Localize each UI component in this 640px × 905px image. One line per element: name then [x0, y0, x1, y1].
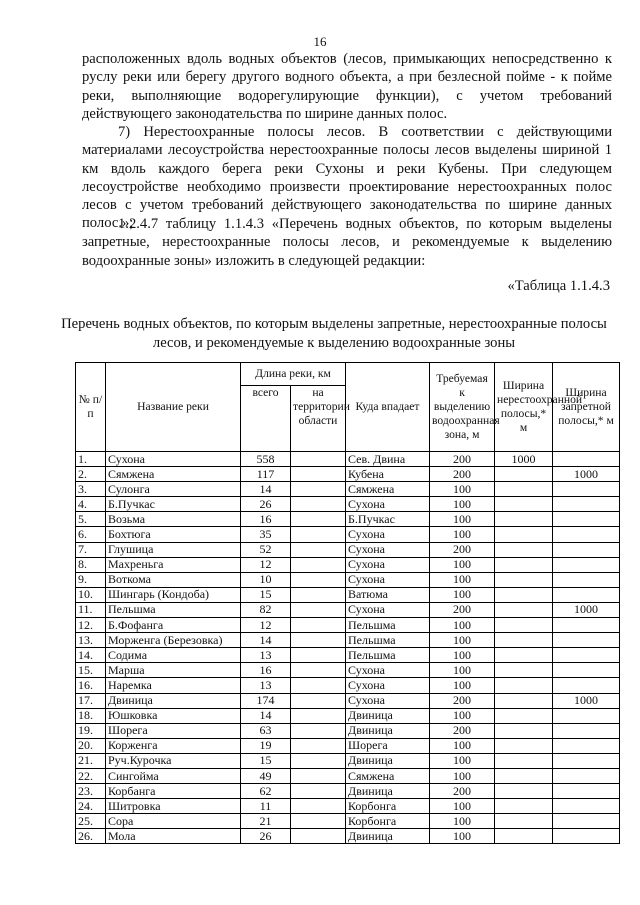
river-name: Корбанга: [106, 784, 241, 799]
table-row: [76, 799, 620, 814]
table-row: [76, 602, 620, 617]
spawn-strip-width: [495, 708, 553, 723]
length-total: 15: [241, 587, 291, 602]
table-row: [76, 708, 620, 723]
length-total: 14: [241, 633, 291, 648]
water-zone-width: 200: [430, 784, 495, 799]
forbidden-strip-width: [553, 512, 620, 527]
spawn-strip-width: [495, 768, 553, 783]
spawn-strip-width: [495, 814, 553, 829]
water-zone-width: 200: [430, 602, 495, 617]
length-region: [291, 814, 346, 829]
forbidden-strip-width: [553, 708, 620, 723]
river-name: Б.Фофанга: [106, 618, 241, 633]
river-name: Морженга (Березовка): [106, 633, 241, 648]
forbidden-strip-width: [553, 814, 620, 829]
row-number: 17.: [76, 693, 106, 708]
spawn-strip-width: [495, 799, 553, 814]
spawn-strip-width: [495, 753, 553, 768]
row-number: 15.: [76, 663, 106, 678]
length-total: 82: [241, 602, 291, 617]
length-total: 12: [241, 557, 291, 572]
river-name: Сингойма: [106, 768, 241, 783]
table-row: [76, 467, 620, 482]
forbidden-strip-width: [553, 527, 620, 542]
length-region: [291, 542, 346, 557]
forbidden-strip-width: [553, 633, 620, 648]
forbidden-strip-width: [553, 784, 620, 799]
length-total: 16: [241, 512, 291, 527]
length-total: 10: [241, 572, 291, 587]
row-number: 11.: [76, 602, 106, 617]
table-row: [76, 648, 620, 663]
row-number: 20.: [76, 738, 106, 753]
spawn-strip-width: [495, 693, 553, 708]
water-zone-width: 100: [430, 557, 495, 572]
page-number: 16: [313, 34, 327, 49]
river-name: Марша: [106, 663, 241, 678]
row-number: 3.: [76, 482, 106, 497]
table-row: [76, 497, 620, 512]
row-number: 22.: [76, 768, 106, 783]
mouth-river: Корбонга: [346, 799, 430, 814]
spawn-strip-width: [495, 467, 553, 482]
length-total: 26: [241, 829, 291, 844]
header-water-zone: Требуемая к выделению водоохранная зона, м: [430, 363, 495, 452]
spawn-strip-width: [495, 723, 553, 738]
paragraph-continuation: расположенных вдоль водных объектов (лесов, примыкающих непосредственно к руслу реки или берегу другого водного объекта, а при безлесной пойме - к пойме реки, выполняющие водорегулирующие функции), с учетом требований действующего законодательства по ширине данных полос.: [82, 51, 612, 122]
water-zone-width: 200: [430, 467, 495, 482]
forbidden-strip-width: [553, 572, 620, 587]
mouth-river: Двиница: [346, 708, 430, 723]
table-row: [76, 663, 620, 678]
river-name: Наремка: [106, 678, 241, 693]
header-num: № п/п: [76, 363, 106, 452]
length-region: [291, 467, 346, 482]
table-row: [76, 452, 620, 467]
mouth-river: Корбонга: [346, 814, 430, 829]
length-region: [291, 587, 346, 602]
water-zone-width: 100: [430, 572, 495, 587]
river-name: Сямжена: [106, 467, 241, 482]
row-number: 10.: [76, 587, 106, 602]
mouth-river: Сухона: [346, 663, 430, 678]
table-title: Перечень водных объектов, по которым выделены запретные, нерестоохранные полосы лесов, и рекомендуемые к выделению водоохранные зоны: [61, 316, 607, 351]
mouth-river: Сухона: [346, 497, 430, 512]
length-region: [291, 618, 346, 633]
length-region: [291, 497, 346, 512]
forbidden-strip-width: [553, 723, 620, 738]
mouth-river: Пельшма: [346, 633, 430, 648]
row-number: 25.: [76, 814, 106, 829]
table-row: [76, 738, 620, 753]
water-zone-width: 100: [430, 527, 495, 542]
river-name: Двиница: [106, 693, 241, 708]
river-name: Корженга: [106, 738, 241, 753]
paragraph-spawning-strips: 7) Нерестоохранные полосы лесов. В соответствии с действующими материалами лесоустройства нерестоохранные полосы лесов выделены шириной 1 км вдоль каждого берега реки Сухоны и реки Кубены. При следующем лесоустройстве необходимо произвести проектирование нерестоохранных полос лесов с учетом требований действующего законодательства по ширине данных полос.»;: [82, 124, 612, 232]
mouth-river: Пельшма: [346, 648, 430, 663]
row-number: 4.: [76, 497, 106, 512]
row-number: 14.: [76, 648, 106, 663]
river-name: Глушица: [106, 542, 241, 557]
length-region: [291, 784, 346, 799]
table-row: [76, 768, 620, 783]
row-number: 9.: [76, 572, 106, 587]
table-reference: «Таблица 1.1.4.3: [507, 278, 610, 294]
row-number: 2.: [76, 467, 106, 482]
mouth-river: Сухона: [346, 557, 430, 572]
mouth-river: Двиница: [346, 753, 430, 768]
river-name: Шингарь (Кондоба): [106, 587, 241, 602]
spawn-strip-width: 1000: [495, 452, 553, 467]
table-row: [76, 753, 620, 768]
forbidden-strip-width: [553, 768, 620, 783]
table-row: [76, 557, 620, 572]
table-row: [76, 814, 620, 829]
forbidden-strip-width: [553, 738, 620, 753]
water-zone-width: 200: [430, 723, 495, 738]
mouth-river: Сямжена: [346, 482, 430, 497]
header-total: всего: [241, 386, 291, 452]
row-number: 13.: [76, 633, 106, 648]
forbidden-strip-width: [553, 663, 620, 678]
length-region: [291, 753, 346, 768]
length-total: 15: [241, 753, 291, 768]
river-name: Сора: [106, 814, 241, 829]
forbidden-strip-width: [553, 799, 620, 814]
row-number: 12.: [76, 618, 106, 633]
row-number: 23.: [76, 784, 106, 799]
spawn-strip-width: [495, 678, 553, 693]
water-zone-width: 100: [430, 753, 495, 768]
water-zone-width: 100: [430, 829, 495, 844]
river-name: Махреньга: [106, 557, 241, 572]
forbidden-strip-width: 1000: [553, 693, 620, 708]
length-total: 35: [241, 527, 291, 542]
paragraph-table-amendment: 1.2.4.7 таблицу 1.1.4.3 «Перечень водных объектов, по которым выделены запретные, нерестоохранные полосы лесов, и рекомендуемые к выделению водоохранные зоны» изложить в следующей редакции:: [82, 216, 612, 269]
river-name: Сухона: [106, 452, 241, 467]
mouth-river: Сухона: [346, 693, 430, 708]
spawn-strip-width: [495, 829, 553, 844]
river-name: Сулонга: [106, 482, 241, 497]
length-total: 21: [241, 814, 291, 829]
spawn-strip-width: [495, 482, 553, 497]
table-row: [76, 829, 620, 844]
water-zone-width: 200: [430, 452, 495, 467]
spawn-strip-width: [495, 587, 553, 602]
header-forbidden: Ширина запретной полосы,* м: [553, 363, 620, 452]
table-row: [76, 512, 620, 527]
water-zone-width: 100: [430, 618, 495, 633]
length-region: [291, 799, 346, 814]
spawn-strip-width: [495, 512, 553, 527]
forbidden-strip-width: [553, 542, 620, 557]
forbidden-strip-width: [553, 648, 620, 663]
mouth-river: Сухона: [346, 527, 430, 542]
mouth-river: Сев. Двина: [346, 452, 430, 467]
length-total: 26: [241, 497, 291, 512]
forbidden-strip-width: [553, 678, 620, 693]
spawn-strip-width: [495, 648, 553, 663]
length-region: [291, 723, 346, 738]
forbidden-strip-width: 1000: [553, 602, 620, 617]
length-region: [291, 452, 346, 467]
water-zone-width: 200: [430, 542, 495, 557]
mouth-river: Сухона: [346, 542, 430, 557]
table-row: [76, 678, 620, 693]
water-zone-width: 100: [430, 482, 495, 497]
row-number: 24.: [76, 799, 106, 814]
length-region: [291, 648, 346, 663]
water-zone-width: 100: [430, 708, 495, 723]
forbidden-strip-width: [553, 557, 620, 572]
table-row: [76, 542, 620, 557]
water-zone-width: 100: [430, 497, 495, 512]
river-name: Бохтюга: [106, 527, 241, 542]
mouth-river: Ватюма: [346, 587, 430, 602]
water-zone-width: 100: [430, 738, 495, 753]
mouth-river: Сухона: [346, 572, 430, 587]
river-name: Возьма: [106, 512, 241, 527]
forbidden-strip-width: [553, 587, 620, 602]
length-total: 16: [241, 663, 291, 678]
length-total: 174: [241, 693, 291, 708]
length-region: [291, 738, 346, 753]
header-name: Название реки: [106, 363, 241, 452]
table-row: [76, 527, 620, 542]
spawn-strip-width: [495, 738, 553, 753]
spawn-strip-width: [495, 784, 553, 799]
header-region: на территории области: [291, 386, 346, 452]
water-zone-width: 100: [430, 633, 495, 648]
length-region: [291, 512, 346, 527]
length-region: [291, 693, 346, 708]
row-number: 18.: [76, 708, 106, 723]
mouth-river: Шорега: [346, 738, 430, 753]
row-number: 16.: [76, 678, 106, 693]
length-total: 558: [241, 452, 291, 467]
row-number: 6.: [76, 527, 106, 542]
table-row: [76, 784, 620, 799]
spawn-strip-width: [495, 572, 553, 587]
spawn-strip-width: [495, 633, 553, 648]
length-total: 13: [241, 648, 291, 663]
table-row: [76, 587, 620, 602]
spawn-strip-width: [495, 618, 553, 633]
river-name: Воткома: [106, 572, 241, 587]
length-region: [291, 527, 346, 542]
river-name: Руч.Курочка: [106, 753, 241, 768]
length-region: [291, 557, 346, 572]
length-region: [291, 663, 346, 678]
table-body: [76, 452, 620, 844]
length-total: 12: [241, 618, 291, 633]
header-mouth: Куда впадает: [346, 363, 430, 452]
rivers-table: [75, 362, 620, 844]
row-number: 7.: [76, 542, 106, 557]
table-row: [76, 693, 620, 708]
spawn-strip-width: [495, 557, 553, 572]
spawn-strip-width: [495, 542, 553, 557]
forbidden-strip-width: [553, 618, 620, 633]
table-row: [76, 572, 620, 587]
length-total: 63: [241, 723, 291, 738]
header-spawn: Ширина нерестоохранной полосы,* м: [495, 363, 553, 452]
mouth-river: Пельшма: [346, 618, 430, 633]
length-total: 49: [241, 768, 291, 783]
length-region: [291, 768, 346, 783]
water-zone-width: 100: [430, 663, 495, 678]
row-number: 21.: [76, 753, 106, 768]
water-zone-width: 100: [430, 512, 495, 527]
river-name: Шитровка: [106, 799, 241, 814]
water-zone-width: 200: [430, 693, 495, 708]
river-name: Содима: [106, 648, 241, 663]
river-name: Юшковка: [106, 708, 241, 723]
length-region: [291, 633, 346, 648]
length-total: 62: [241, 784, 291, 799]
water-zone-width: 100: [430, 678, 495, 693]
length-region: [291, 708, 346, 723]
mouth-river: Двиница: [346, 723, 430, 738]
forbidden-strip-width: [553, 829, 620, 844]
length-total: 52: [241, 542, 291, 557]
length-total: 13: [241, 678, 291, 693]
river-name: Мола: [106, 829, 241, 844]
length-total: 117: [241, 467, 291, 482]
water-zone-width: 100: [430, 814, 495, 829]
forbidden-strip-width: 1000: [553, 467, 620, 482]
table-row: [76, 723, 620, 738]
header-length: Длина реки, км: [241, 363, 346, 386]
length-total: 11: [241, 799, 291, 814]
table-row: [76, 618, 620, 633]
length-region: [291, 482, 346, 497]
row-number: 8.: [76, 557, 106, 572]
length-total: 14: [241, 708, 291, 723]
spawn-strip-width: [495, 602, 553, 617]
mouth-river: Кубена: [346, 467, 430, 482]
mouth-river: Двиница: [346, 784, 430, 799]
river-name: Пельшма: [106, 602, 241, 617]
spawn-strip-width: [495, 497, 553, 512]
spawn-strip-width: [495, 663, 553, 678]
forbidden-strip-width: [553, 497, 620, 512]
water-zone-width: 100: [430, 799, 495, 814]
river-name: Б.Пучкас: [106, 497, 241, 512]
length-region: [291, 602, 346, 617]
forbidden-strip-width: [553, 452, 620, 467]
mouth-river: Двиница: [346, 829, 430, 844]
length-region: [291, 678, 346, 693]
mouth-river: Б.Пучкас: [346, 512, 430, 527]
river-name: Шорега: [106, 723, 241, 738]
length-region: [291, 829, 346, 844]
row-number: 26.: [76, 829, 106, 844]
length-total: 19: [241, 738, 291, 753]
water-zone-width: 100: [430, 768, 495, 783]
mouth-river: Сухона: [346, 602, 430, 617]
mouth-river: Сухона: [346, 678, 430, 693]
water-zone-width: 100: [430, 587, 495, 602]
forbidden-strip-width: [553, 753, 620, 768]
row-number: 5.: [76, 512, 106, 527]
table-row: [76, 633, 620, 648]
row-number: 19.: [76, 723, 106, 738]
water-zone-width: 100: [430, 648, 495, 663]
length-region: [291, 572, 346, 587]
forbidden-strip-width: [553, 482, 620, 497]
spawn-strip-width: [495, 527, 553, 542]
table-row: [76, 482, 620, 497]
mouth-river: Сямжена: [346, 768, 430, 783]
length-total: 14: [241, 482, 291, 497]
row-number: 1.: [76, 452, 106, 467]
